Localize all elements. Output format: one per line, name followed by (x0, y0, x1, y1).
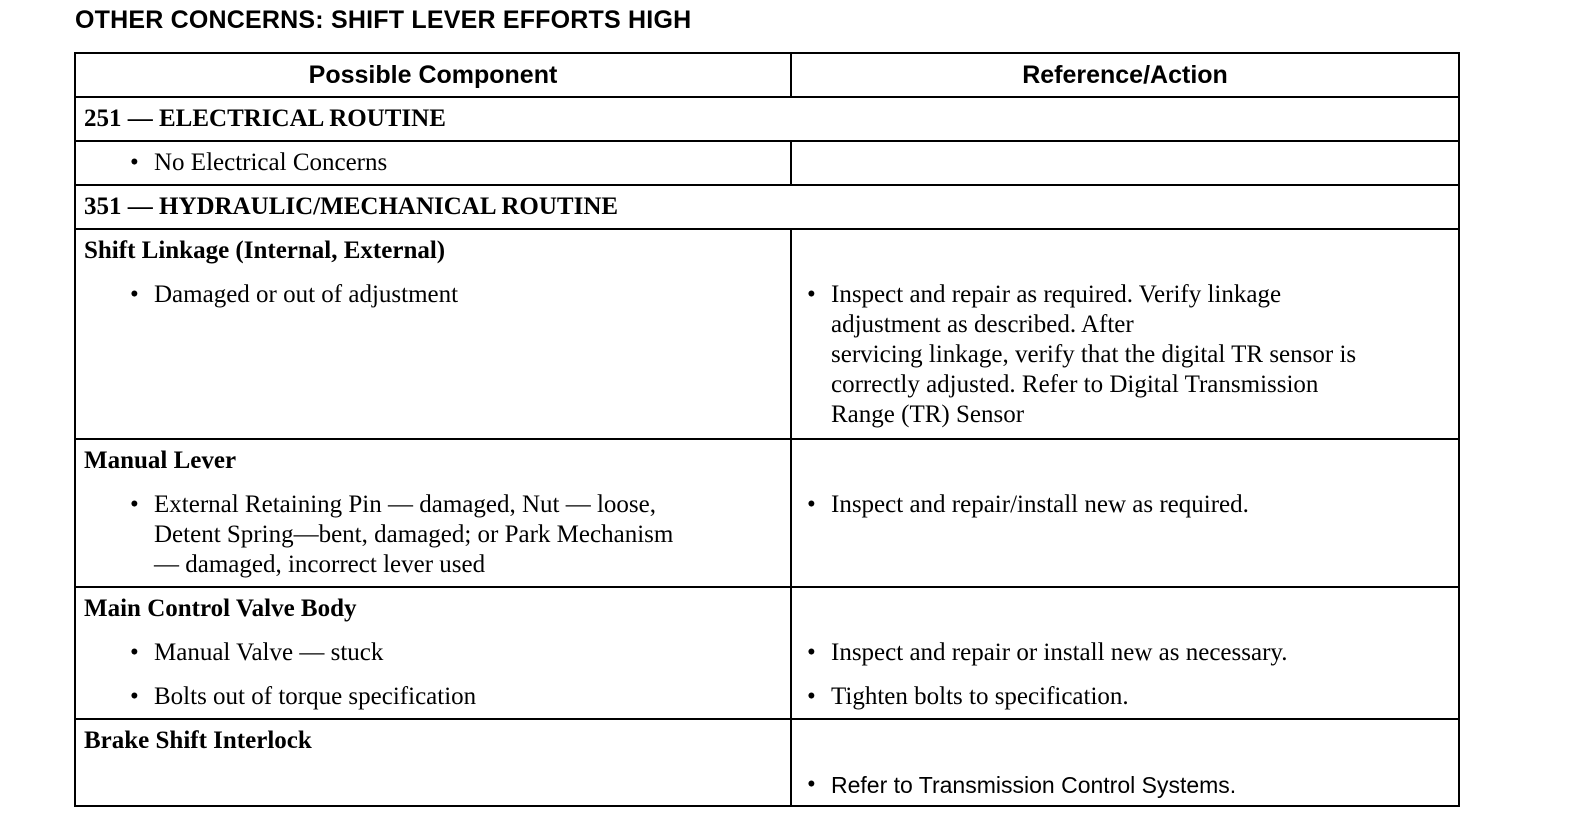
page-title: OTHER CONCERNS: SHIFT LEVER EFFORTS HIGH (75, 6, 692, 34)
column-header-possible-component: Possible Component (308, 61, 558, 89)
table-row (76, 440, 1458, 588)
list-item (130, 280, 459, 310)
category-manual-lever: Manual Lever (84, 447, 237, 474)
action-text: Range (TR) Sensor (831, 401, 1025, 428)
list-item (130, 490, 674, 580)
component-text: Bolts out of torque specification (154, 683, 477, 710)
list-item (807, 490, 1249, 520)
bullet-icon: • (807, 281, 816, 308)
list-item (130, 682, 477, 712)
list-item (130, 148, 388, 178)
table-row (76, 588, 1458, 720)
table-row (76, 142, 1458, 186)
bullet-icon: • (130, 281, 139, 308)
column-divider (790, 230, 792, 438)
component-text: No Electrical Concerns (154, 149, 388, 176)
bullet-icon: • (807, 683, 816, 710)
action-text: Refer to Transmission Control Systems. (831, 772, 1237, 798)
bullet-icon: • (807, 771, 816, 798)
list-item (807, 682, 1129, 712)
action-text: servicing linkage, verify that the digital TR sensor is (831, 341, 1357, 368)
action-text: correctly adjusted. Refer to Digital Transmission (831, 371, 1319, 398)
action-text: Inspect and repair as required. Verify linkage (831, 281, 1282, 308)
component-text: — damaged, incorrect lever used (154, 551, 486, 578)
component-text: Manual Valve — stuck (154, 639, 384, 666)
section-heading-electrical: 251 — ELECTRICAL ROUTINE (84, 105, 446, 132)
action-text: Tighten bolts to specification. (831, 683, 1129, 710)
list-item (807, 770, 1237, 800)
section-heading-hydraulic: 351 — HYDRAULIC/MECHANICAL ROUTINE (84, 193, 619, 220)
category-shift-linkage: Shift Linkage (Internal, External) (84, 237, 446, 264)
column-divider (790, 440, 792, 586)
table-header-row (76, 54, 1458, 98)
component-text: Damaged or out of adjustment (154, 281, 459, 308)
action-text: Inspect and repair or install new as necessary. (831, 639, 1288, 666)
section-row-electrical (76, 98, 1458, 142)
bullet-icon: • (130, 149, 139, 176)
action-text: Inspect and repair/install new as required. (831, 491, 1249, 518)
category-brake-shift-interlock: Brake Shift Interlock (84, 727, 312, 754)
bullet-icon: • (807, 491, 816, 518)
column-divider (790, 142, 792, 184)
section-row-hydraulic (76, 186, 1458, 230)
list-item (130, 638, 384, 668)
bullet-icon: • (130, 491, 139, 518)
list-item (807, 638, 1288, 668)
column-header-reference-action: Reference/Action (1022, 61, 1228, 89)
table-row (76, 720, 1458, 805)
list-item (807, 280, 1357, 430)
column-divider (790, 720, 792, 805)
column-divider (790, 588, 792, 718)
bullet-icon: • (807, 639, 816, 666)
component-text: Detent Spring—bent, damaged; or Park Mechanism (154, 521, 674, 548)
bullet-icon: • (130, 639, 139, 666)
action-text: adjustment as described. After (831, 311, 1134, 338)
table-row (76, 230, 1458, 440)
component-text: External Retaining Pin — damaged, Nut — loose, (154, 491, 656, 518)
concerns-table (74, 52, 1460, 807)
bullet-icon: • (130, 683, 139, 710)
category-main-control-valve-body: Main Control Valve Body (84, 595, 357, 622)
